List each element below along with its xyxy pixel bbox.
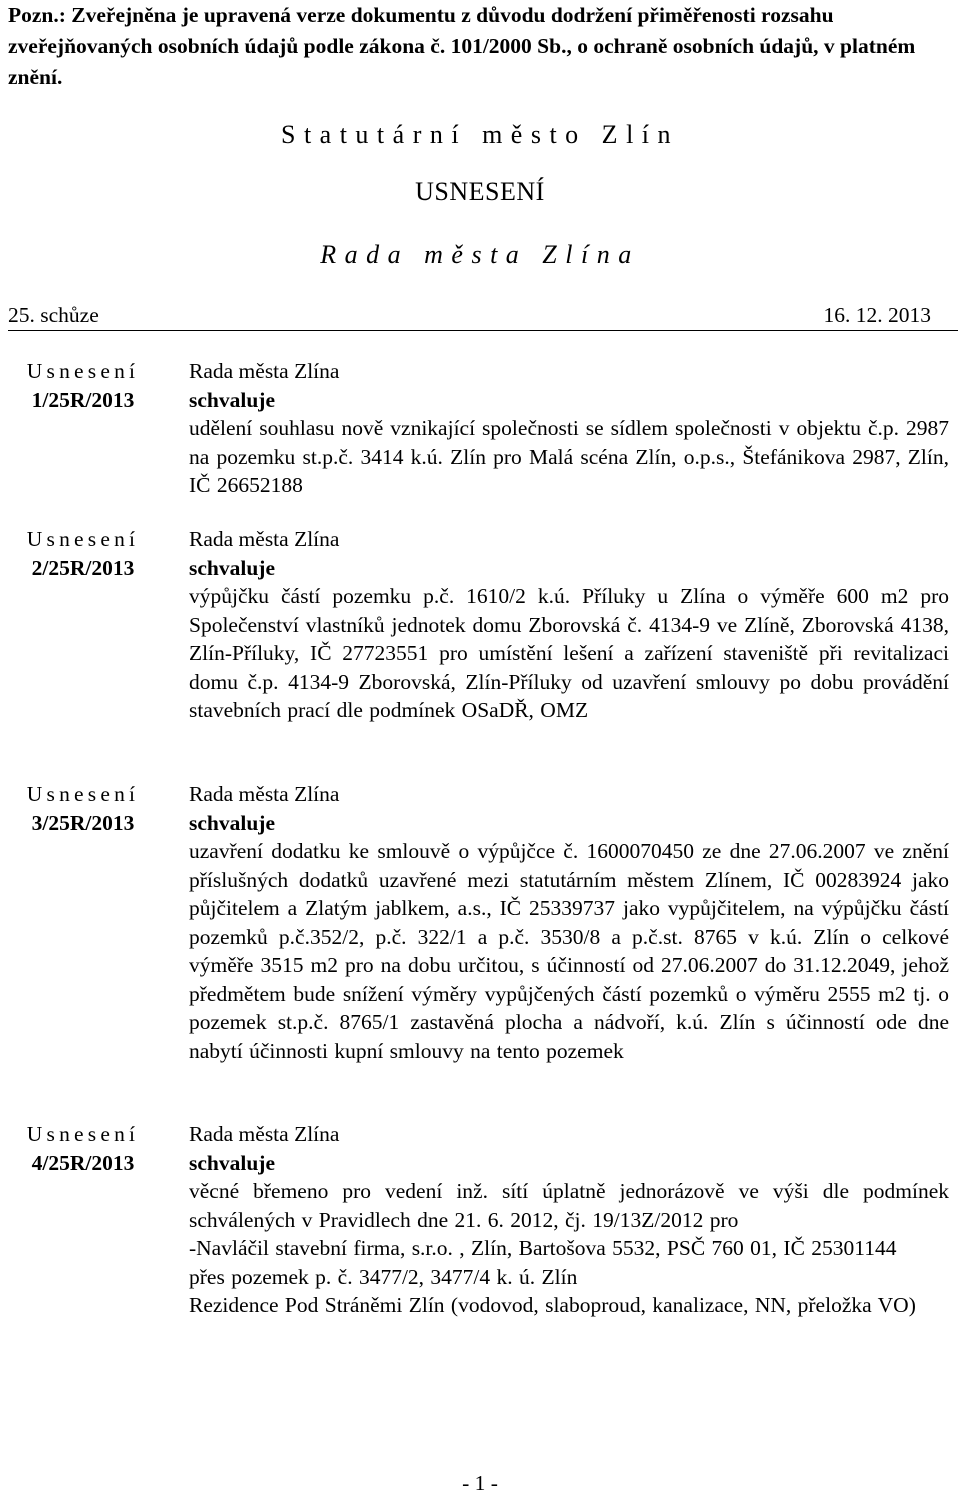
page-number: - 1 - [462,1471,498,1495]
resolution-paragraph: přes pozemek p. č. 3477/2, 3477/4 k. ú. Zlín [189,1264,578,1289]
resolution-number: 4/25R/2013 [31,1150,135,1175]
resolution-id [8,780,158,837]
session-number: 25. schůze [8,303,99,327]
resolution-text [189,1177,949,1320]
resolution-body [189,525,949,725]
resolution-number: 3/25R/2013 [31,810,135,835]
meeting-header [8,300,958,331]
resolution-verb: schvaluje [189,810,275,835]
resolution-text [189,582,949,725]
resolution-text [189,837,949,1065]
city-title: Statutární město Zlín [280,120,680,149]
resolution-text [189,414,949,500]
resolution-paragraph: -Navláčil stavební firma, s.r.o. , Zlín, Bartošova 5532, PSČ 760 01, IČ 25301144 [189,1236,897,1260]
resolution-number: 2/25R/2013 [31,555,135,580]
resolution-label: Usnesení [26,359,140,383]
resolution-paragraph: Rezidence Pod Stráněmi Zlín (vodovod, slaboproud, kanalizace, NN, přeložka VO) [189,1293,916,1317]
resolution-label: Usnesení [26,782,140,806]
resolution-body [189,1120,949,1320]
resolution-paragraph: udělení souhlasu nově vznikající společnosti se sídlem společnosti v objektu č.p. 2987 na pozemku st.p.č. 3414 k.ú. Zlín pro Malá scéna Zlín, o.p.s., Štefánikova 2987, Zlín, IČ 26652188 [189,416,949,497]
session-date: 16. 12. 2013 [823,303,931,327]
resolution-id [8,357,158,414]
document-type-title: USNESENÍ [415,177,545,206]
resolution-body [189,780,949,1065]
resolution-council: Rada města Zlína [189,359,340,383]
council-title: Rada města Zlína [320,240,640,269]
resolution-label: Usnesení [26,1122,140,1146]
resolution-id [8,1120,158,1177]
resolution-council: Rada města Zlína [189,782,340,806]
resolution-paragraph: výpůjčku částí pozemku p.č. 1610/2 k.ú. Příluky u Zlína o výměře 600 m2 pro Společenství vlastníků jednotek domu Zborovská č. 4134-9 ve Zlíně, Zborovská 4138, Zlín-Příluky, IČ 27723551 pro umístění lešení a zařízení staveniště při revitalizaci domu č.p. 4134-9 Zborovská, Zlín-Příluky od uzavření smlouvy po dobu provádění stavebních prací dle podmínek OSaDŘ, OMZ [189,584,949,722]
resolution-body [189,357,949,500]
resolution-number: 1/25R/2013 [31,387,135,412]
resolution-verb: schvaluje [189,555,275,580]
resolution-label: Usnesení [26,527,140,551]
resolution-council: Rada města Zlína [189,1122,340,1146]
resolution-paragraph: uzavření dodatku ke smlouvě o výpůjčce č. 1600070450 ze dne 27.06.2007 ve znění příslušných dodatků uzavřené mezi statutárním městem Zlínem, IČ 00283924 jako půjčitelem a Zlatým jablkem, a.s., IČ 25339737 jako vypůjčitelem, na výpůjčku částí pozemků p.č.352/2, p.č. 322/1 a p.č. 3530/8 a p.č.st. 8765 v k.ú. Zlín o celkové výměře 3515 m2 pro na dobu určitou, s účinností od 27.06.2007 do 31.12.2049, jehož předmětem bude snížení výměry vypůjčených částí pozemků o výměru 2555 m2 tj. o pozemek st.p.č. 8765/1 zastavěná plocha a nádvoří, k.ú. Zlín s účinností ode dne nabytí účinnosti kupní smlouvy na tento pozemek [189,839,949,1063]
resolution-paragraph: věcné břemeno pro vedení inž. sítí úplatně jednorázově ve výši dle podmínek schválených v Pravidlech dne 21. 6. 2012, čj. 19/13Z/2012 pro [189,1179,949,1232]
resolution-id [8,525,158,582]
resolution-verb: schvaluje [189,387,275,412]
anonymization-note: Pozn.: Zveřejněna je upravená verze dokumentu z důvodu dodržení přiměřenosti rozsahu zveřejňovaných osobních údajů podle zákona č. 101/2000 Sb., o ochraně osobních údajů, v platném znění. [8,3,916,89]
resolution-council: Rada města Zlína [189,527,340,551]
resolution-verb: schvaluje [189,1150,275,1175]
